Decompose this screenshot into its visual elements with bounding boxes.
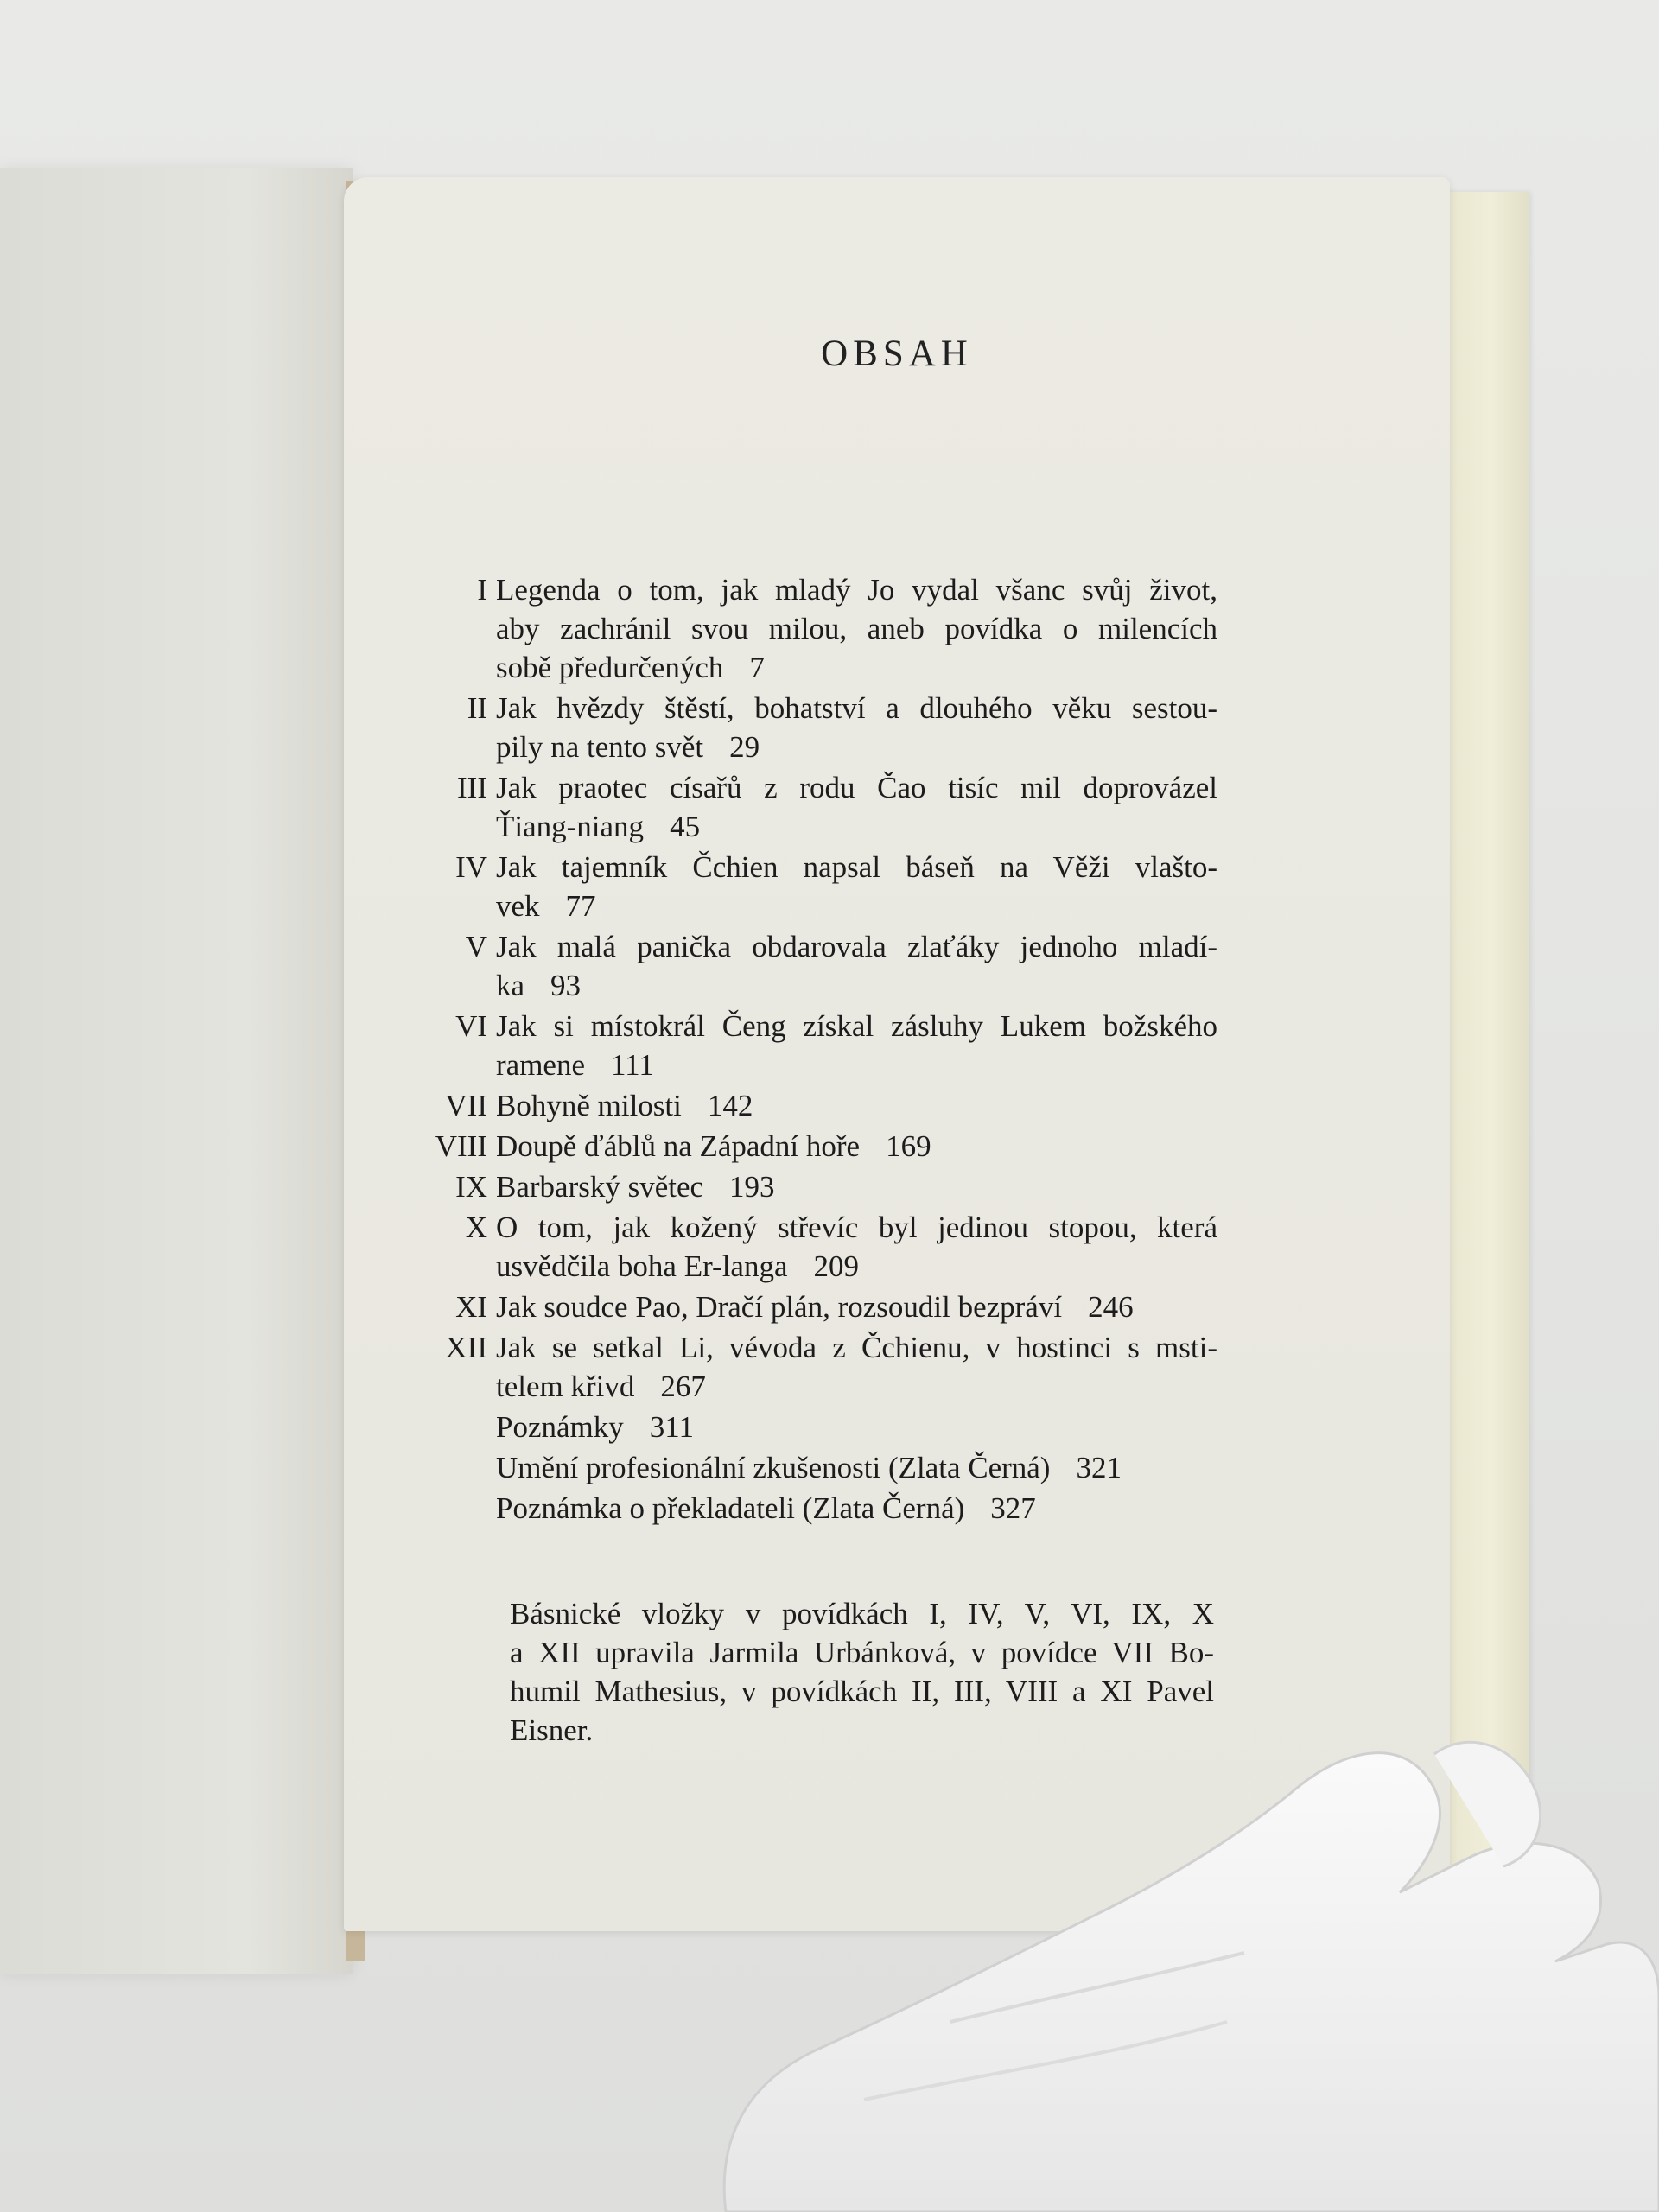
toc-chapter-title xyxy=(496,1127,1217,1166)
toc-entry xyxy=(422,927,1389,1005)
toc-chapter-number: XI xyxy=(455,1290,487,1324)
toc-entry xyxy=(422,1287,1389,1326)
toc-entry xyxy=(422,848,1389,925)
toc-chapter-number: IX xyxy=(455,1170,487,1204)
toc-title-line: Jak malá panička obdarovala zlaťáky jednoho mladí- xyxy=(496,930,1217,963)
toc-page-number: 142 xyxy=(707,1089,753,1122)
toc-entry xyxy=(422,1007,1389,1084)
toc-chapter-number: VI xyxy=(455,1009,487,1043)
note-line: Eisner. xyxy=(510,1713,594,1747)
toc-chapter-title xyxy=(496,1208,1217,1286)
white-glove-hand xyxy=(691,1737,1659,2212)
toc-entry xyxy=(422,768,1389,846)
toc-page-number: 209 xyxy=(813,1249,859,1283)
toc-entry xyxy=(422,570,1389,687)
toc-chapter-title xyxy=(496,1328,1217,1406)
toc-chapter-title xyxy=(496,1448,1217,1487)
toc-title-line: Poznámky 311 xyxy=(496,1410,694,1444)
toc-entry xyxy=(422,1448,1389,1487)
toc-title-line: usvědčila boha Er-langa 209 xyxy=(496,1249,859,1283)
toc-entry xyxy=(422,1328,1389,1406)
toc-title-line: Ťiang-niang 45 xyxy=(496,810,701,843)
toc-chapter-title xyxy=(496,1489,1217,1528)
toc-title-line: Legenda o tom, jak mladý Jo vydal všanc svůj život, xyxy=(496,573,1217,607)
toc-page-number: 321 xyxy=(1076,1451,1122,1484)
toc-page-number: 311 xyxy=(649,1410,694,1444)
toc-chapter-title xyxy=(496,1007,1217,1084)
toc-page-number: 169 xyxy=(886,1129,931,1163)
toc-title-line: Jak soudce Pao, Dračí plán, rozsoudil bezpráví 246 xyxy=(496,1290,1134,1324)
toc-chapter-title xyxy=(496,768,1217,846)
toc-title-line: pily na tento svět 29 xyxy=(496,730,760,764)
toc-entry xyxy=(422,1208,1389,1286)
toc-chapter-number xyxy=(422,1448,496,1487)
toc-chapter-number: III xyxy=(457,771,487,804)
toc-chapter-title xyxy=(496,1167,1217,1206)
contents-page xyxy=(344,177,1450,1931)
toc-chapter-title xyxy=(496,1086,1217,1125)
toc-chapter-title xyxy=(496,570,1217,687)
toc-page-number: 267 xyxy=(660,1370,706,1403)
toc-title-line: Jak praotec císařů z rodu Čao tisíc mil doprovázel xyxy=(496,771,1217,804)
toc-title-line: ramene 111 xyxy=(496,1048,654,1082)
toc-title-line: telem křivd 267 xyxy=(496,1370,706,1403)
toc-title-line: sobě předurčených 7 xyxy=(496,651,765,684)
toc-chapter-title xyxy=(496,689,1217,766)
toc-page-number: 93 xyxy=(550,969,582,1002)
toc-chapter-number: II xyxy=(467,691,487,725)
toc-page-number: 193 xyxy=(729,1170,775,1204)
toc-page-number: 29 xyxy=(729,730,760,764)
illustration-note xyxy=(510,1594,1214,1750)
toc-chapter-title xyxy=(496,848,1217,925)
toc-title-line: Barbarský světec 193 xyxy=(496,1170,775,1204)
toc-chapter-number: VII xyxy=(445,1089,487,1122)
toc-title-line: Jak hvězdy štěstí, bohatství a dlouhého věku sestou- xyxy=(496,691,1217,725)
toc-chapter-title xyxy=(496,927,1217,1005)
toc-title-line: aby zachránil svou milou, aneb povídka o milencích xyxy=(496,612,1217,645)
toc-entry xyxy=(422,1086,1389,1125)
toc-title-line: O tom, jak kožený střevíc byl jedinou stopou, která xyxy=(496,1211,1217,1244)
note-line: humil Mathesius, v povídkách II, III, VIII a XI Pavel xyxy=(510,1675,1214,1708)
toc-chapter-number: XII xyxy=(445,1331,487,1364)
toc-page-number: 111 xyxy=(610,1048,654,1082)
toc-chapter-number: V xyxy=(465,930,487,963)
toc-entry xyxy=(422,1408,1389,1446)
toc-title-line: Doupě ďáblů na Západní hoře 169 xyxy=(496,1129,931,1163)
page-title: OBSAH xyxy=(821,334,973,374)
toc-entry xyxy=(422,1167,1389,1206)
toc-entry xyxy=(422,689,1389,766)
toc-title-line: Jak se setkal Li, vévoda z Čchienu, v hostinci s msti- xyxy=(496,1331,1217,1364)
toc-chapter-number: I xyxy=(477,573,487,607)
toc-title-line: ka 93 xyxy=(496,969,582,1002)
toc-title-line: Poznámka o překladateli (Zlata Černá) 327 xyxy=(496,1491,1036,1525)
toc-entry xyxy=(422,1489,1389,1528)
note-line: Básnické vložky v povídkách I, IV, V, VI, IX, X xyxy=(510,1597,1214,1630)
toc-title-line: Umění profesionální zkušenosti (Zlata Černá) 321 xyxy=(496,1451,1122,1484)
toc-page-number: 327 xyxy=(990,1491,1036,1525)
toc-page-number: 7 xyxy=(749,651,765,684)
toc-page-number: 45 xyxy=(670,810,701,843)
toc-title-line: Jak tajemník Čchien napsal báseň na Věži vlašto- xyxy=(496,850,1217,884)
toc-title-line: vek 77 xyxy=(496,889,596,923)
toc-entry xyxy=(422,1127,1389,1166)
facing-page-left xyxy=(0,168,353,1974)
toc-chapter-title xyxy=(496,1287,1217,1326)
table-of-contents xyxy=(422,570,1389,1529)
toc-chapter-number xyxy=(422,1489,496,1528)
toc-chapter-number xyxy=(422,1408,496,1446)
note-line: a XII upravila Jarmila Urbánková, v povídce VII Bo- xyxy=(510,1636,1214,1669)
toc-title-line: Jak si místokrál Čeng získal zásluhy Lukem božského xyxy=(496,1009,1217,1043)
toc-chapter-number: X xyxy=(465,1211,487,1244)
toc-title-line: Bohyně milosti 142 xyxy=(496,1089,753,1122)
toc-chapter-number: VIII xyxy=(435,1129,487,1163)
toc-chapter-number: IV xyxy=(455,850,487,884)
toc-chapter-title xyxy=(496,1408,1217,1446)
toc-page-number: 77 xyxy=(565,889,596,923)
toc-page-number: 246 xyxy=(1088,1290,1134,1324)
